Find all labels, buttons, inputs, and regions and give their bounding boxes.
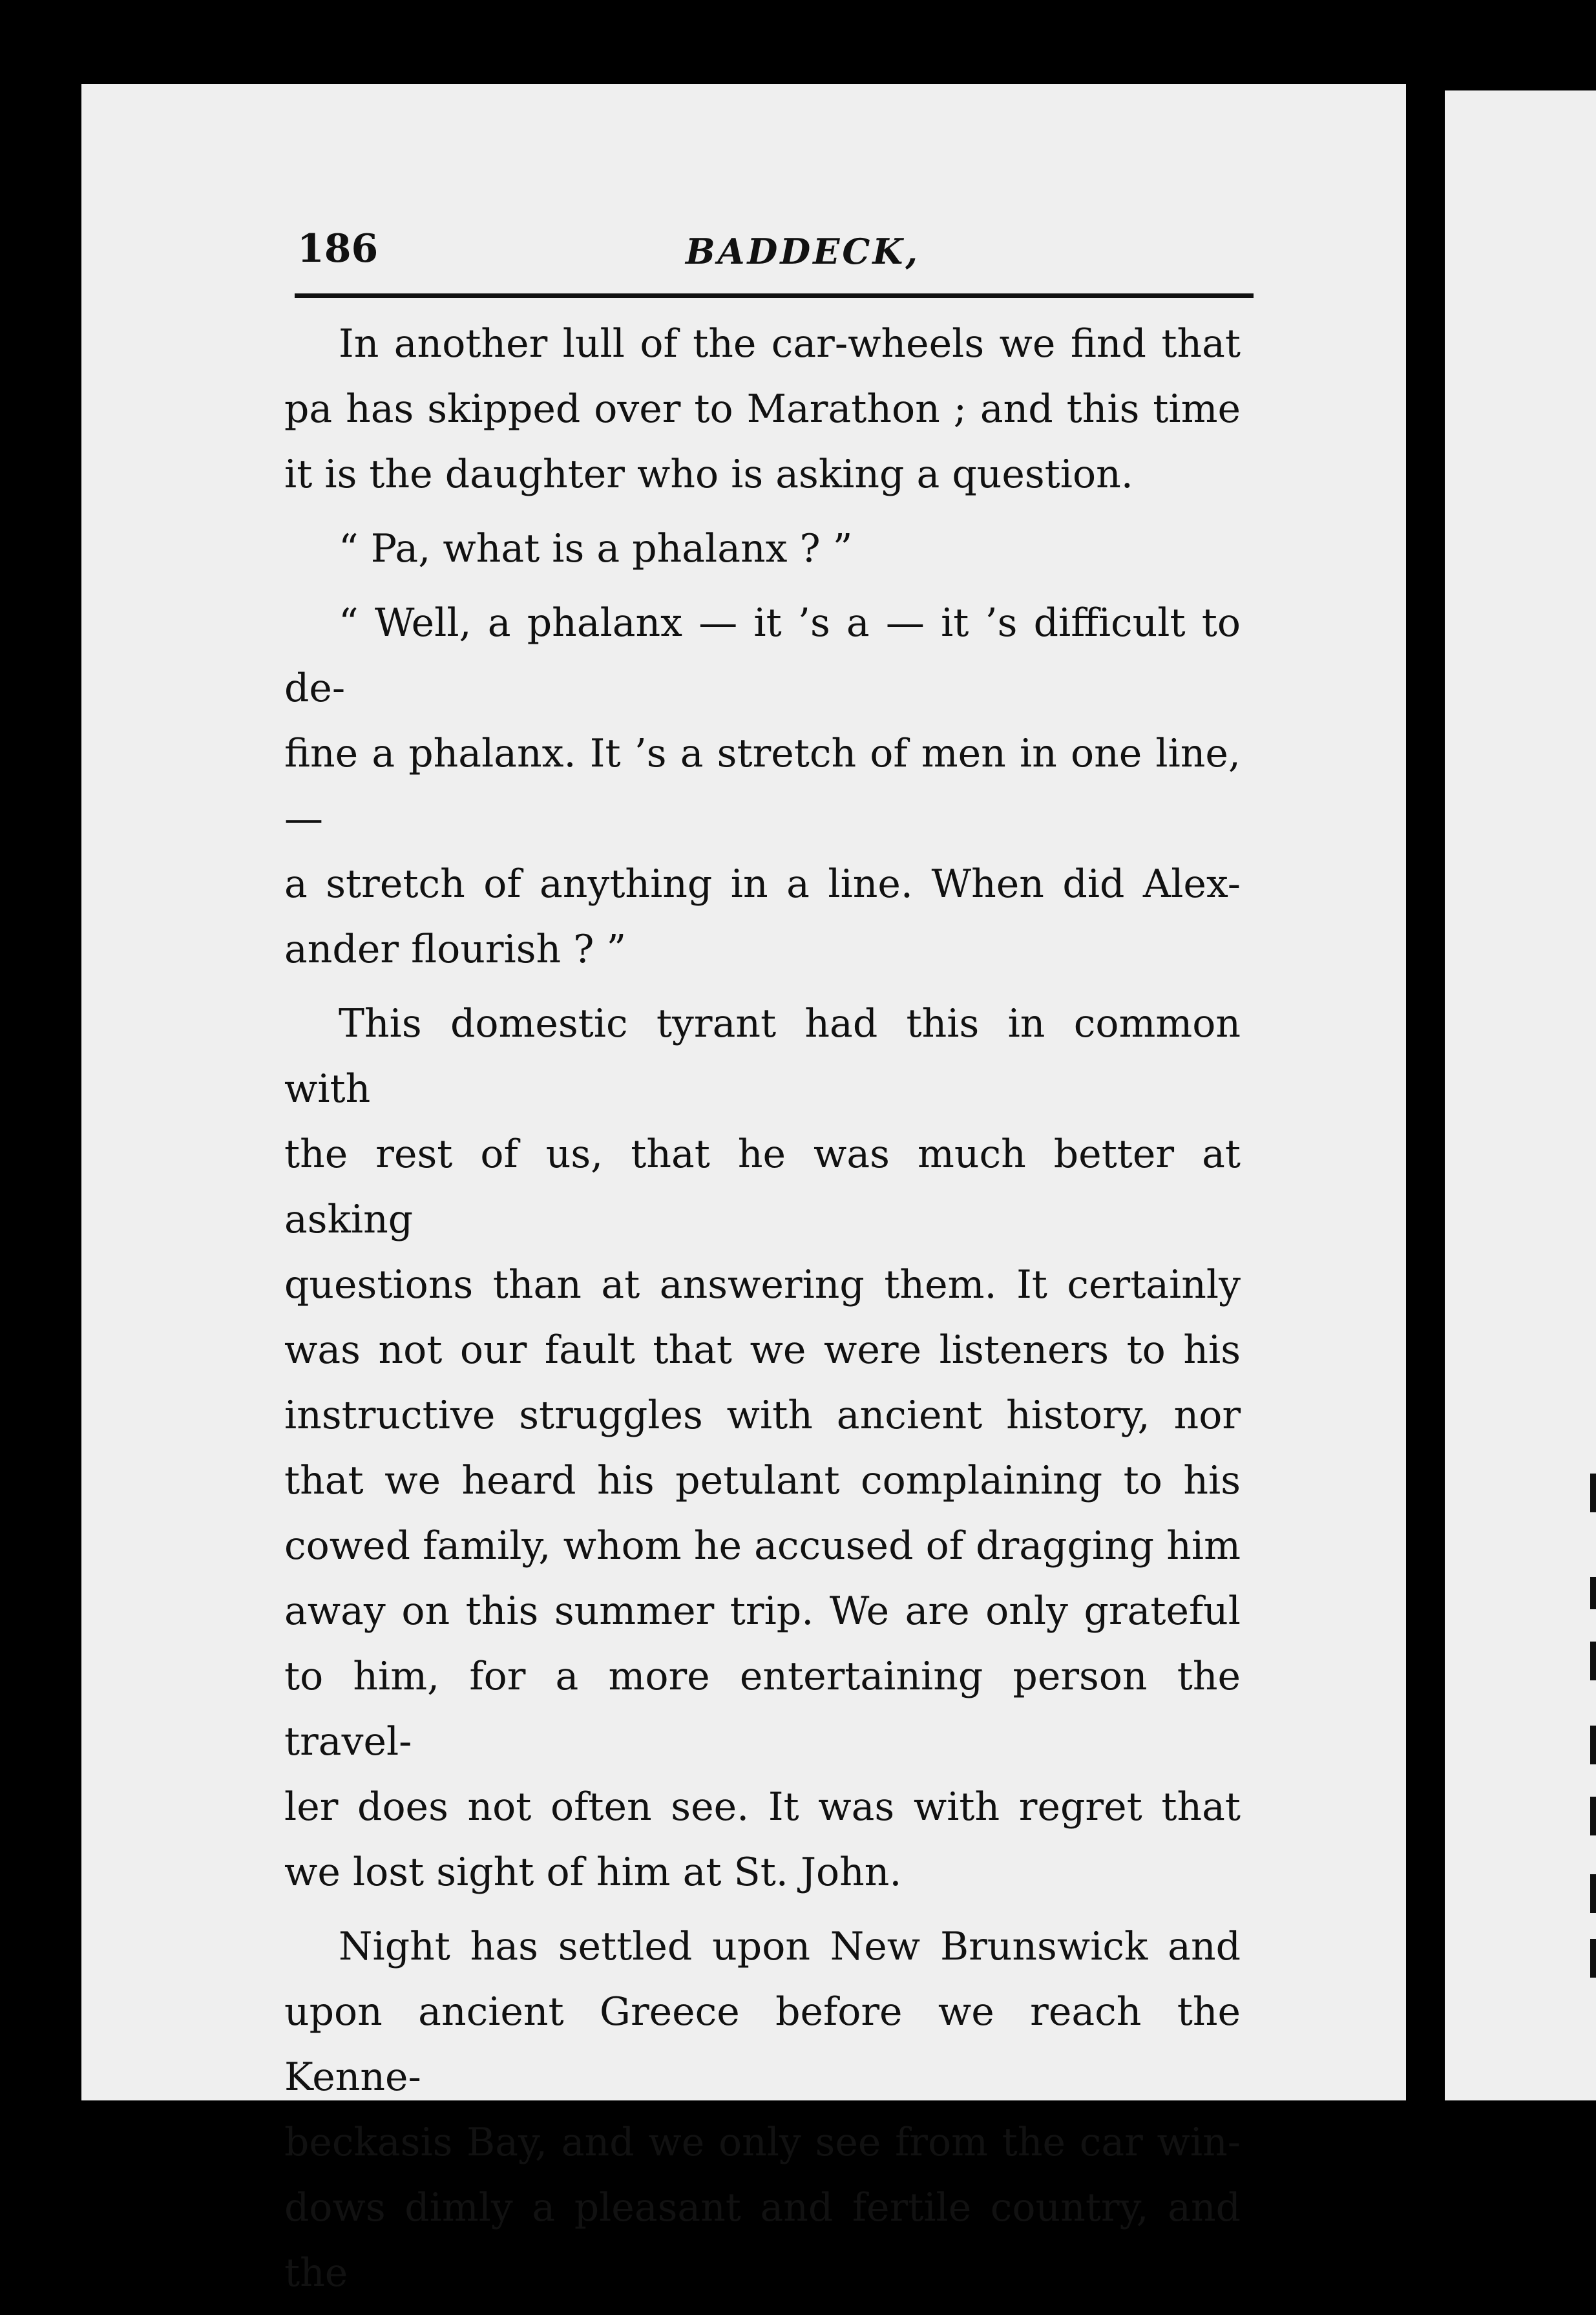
- paragraph: [284, 991, 1241, 1905]
- facing-page-ink-mark: [1590, 1874, 1596, 1913]
- text-line: “ Well, a phalanx — it ’s a — it ’s difficult to de-: [284, 600, 1241, 711]
- text-line: cowed family, whom he accused of dragging him: [284, 1523, 1241, 1569]
- text-line: instructive struggles with ancient history, nor: [284, 1393, 1241, 1438]
- text-line: that we heard his petulant complaining to his: [284, 1458, 1241, 1503]
- header-rule: [295, 293, 1254, 298]
- text-line: it is the daughter who is asking a question.: [284, 452, 1133, 497]
- paragraph: [284, 312, 1241, 507]
- paragraph: [284, 516, 1241, 582]
- page-number: 186: [297, 226, 379, 271]
- text-line: “ Pa, what is a phalanx ? ”: [339, 526, 853, 571]
- facing-page-ink-mark: [1590, 1474, 1596, 1512]
- text-line: was not our fault that we were listeners to his: [284, 1327, 1241, 1373]
- facing-page-ink-mark: [1590, 1642, 1596, 1680]
- body-text: [284, 312, 1241, 2315]
- text-line: ler does not often see. It was with regret that: [284, 1784, 1241, 1830]
- facing-page-ink-mark: [1590, 1797, 1596, 1835]
- text-line: the rest of us, that he was much better at asking: [284, 1132, 1241, 1242]
- text-line: upon ancient Greece before we reach the Kenne-: [284, 1989, 1241, 2100]
- paragraph: [284, 591, 1241, 982]
- facing-page-ink-mark: [1590, 1939, 1596, 1978]
- text-line: to him, for a more entertaining person the travel-: [284, 1654, 1241, 1764]
- text-line: away on this summer trip. We are only grateful: [284, 1589, 1241, 1634]
- facing-page-ink-mark: [1590, 1577, 1596, 1609]
- facing-page-ink-mark: [1590, 1726, 1596, 1764]
- text-line: pa has skipped over to Marathon ; and this time: [284, 386, 1241, 432]
- page-header: [217, 220, 1264, 278]
- facing-page-edge: [1445, 90, 1596, 2100]
- text-line: questions than at answering them. It certainly: [284, 1262, 1241, 1307]
- text-line: fine a phalanx. It ’s a stretch of men in one line, —: [284, 731, 1241, 841]
- text-line: In another lull of the car-wheels we find that: [339, 321, 1241, 366]
- text-line: ander flourish ? ”: [284, 927, 627, 972]
- text-line: dows dimly a pleasant and fertile country, and the: [284, 2185, 1241, 2296]
- running-head: BADDECK,: [686, 231, 921, 272]
- text-line: we lost sight of him at St. John.: [284, 1850, 902, 1895]
- text-line: This domestic tyrant had this in common with: [284, 1001, 1241, 1112]
- text-line: a stretch of anything in a line. When did Alex-: [284, 862, 1241, 907]
- text-line: beckasis Bay, and we only see from the car win-: [284, 2120, 1241, 2165]
- paragraph: [284, 1914, 1241, 2306]
- text-line: Night has settled upon New Brunswick and: [339, 1924, 1241, 1969]
